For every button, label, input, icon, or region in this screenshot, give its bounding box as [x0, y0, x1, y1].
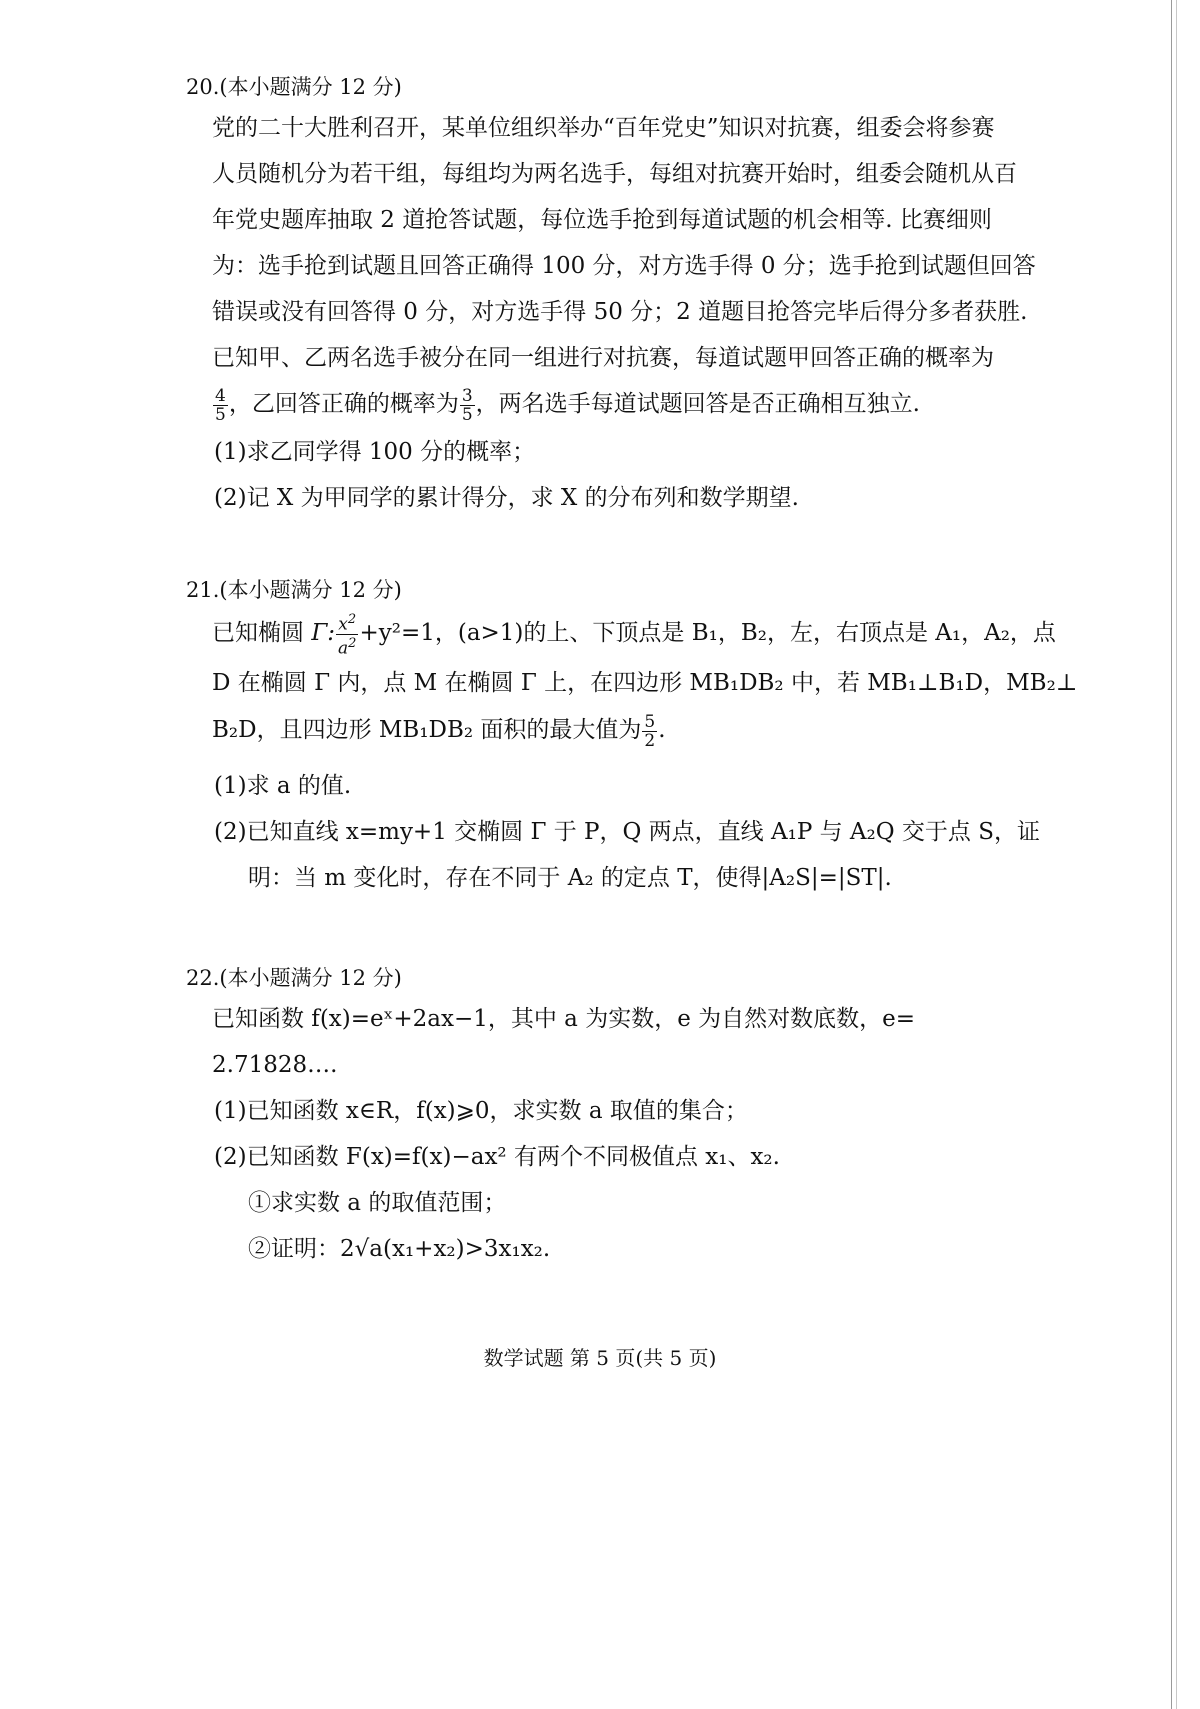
question-22-header: 22.(本小题满分 12 分)	[186, 966, 402, 990]
question-21	[186, 575, 1080, 891]
q22-subquestion-2b: ②证明：2√a(x₁+x₂)>3x₁x₂.	[248, 1236, 551, 1262]
q20-line: 错误或没有回答得 0 分，对方选手得 50 分；2 道题目抢答完毕后得分多者获胜.	[212, 299, 1028, 325]
q22-subquestion-2a: ①求实数 a 的取值范围；	[248, 1190, 507, 1216]
q21-line: D 在椭圆 Γ 内，点 M 在椭圆 Γ 上，在四边形 MB₁DB₂ 中，若 MB₁⊥B₁D，MB₂⊥	[212, 670, 1078, 696]
q20-subquestion-1: (1)求乙同学得 100 分的概率；	[214, 439, 536, 465]
q22-line: 已知函数 f(x)=eˣ+2ax−1，其中 a 为实数，e 为自然对数底数，e=	[212, 1006, 916, 1032]
question-20-header: 20.(本小题满分 12 分)	[186, 75, 402, 99]
q21-subquestion-2-cont: 明：当 m 变化时，存在不同于 A₂ 的定点 T，使得|A₂S|=|ST|.	[248, 865, 892, 891]
q22-subquestion-1: (1)已知函数 x∈R，f(x)⩾0，求实数 a 取值的集合；	[214, 1098, 748, 1124]
q20-line-fractions: $\frac{4}{5}$ ，乙回答正确的概率为 $\frac{3}{5}$ ，两名选手每道试题回答是否正确相互独立.	[215, 385, 920, 425]
question-21-header: 21.(本小题满分 12 分)	[186, 578, 402, 602]
scan-edge-line	[1171, 0, 1172, 1709]
question-20	[186, 72, 1080, 511]
fraction-x2-a2: $\frac{x^2}{a^2}$	[338, 612, 357, 659]
scan-edge-line-2	[1176, 0, 1177, 1709]
fraction: $\frac{5}{2}$	[644, 711, 656, 751]
q20-line: 为：选手抢到试题且回答正确得 100 分，对方选手得 0 分；选手抢到试题但回答	[212, 253, 1036, 279]
question-22	[186, 963, 1080, 1262]
q22-line: 2.71828….	[212, 1052, 338, 1078]
q20-line: 党的二十大胜利召开，某单位组织举办“百年党史”知识对抗赛，组委会将参赛	[212, 115, 995, 141]
fraction: $\frac{3}{5}$	[461, 385, 473, 425]
q20-line: 已知甲、乙两名选手被分在同一组进行对抗赛，每道试题甲回答正确的概率为	[212, 345, 994, 371]
page-footer: 数学试题 第 5 页(共 5 页)	[483, 1346, 717, 1370]
q21-line-fraction: B₂D，且四边形 MB₁DB₂ 面积的最大值为 $\frac{5}{2}$ .	[212, 711, 666, 751]
q22-subquestion-2: (2)已知函数 F(x)=f(x)−ax² 有两个不同极值点 x₁、x₂.	[214, 1144, 780, 1170]
q21-line-ellipse: 已知椭圆 Γ: $\frac{x^2}{a^2}$ +y²=1，(a>1)的上、下顶点是 B₁，B₂，左，右顶点是 A₁，A₂，点	[212, 612, 1056, 659]
q21-subquestion-2: (2)已知直线 x=my+1 交椭圆 Γ 于 P，Q 两点，直线 A₁P 与 A₂Q 交于点 S，证	[214, 819, 1040, 845]
q21-subquestion-1: (1)求 a 的值.	[214, 773, 352, 799]
q20-line: 年党史题库抽取 2 道抢答试题，每位选手抢到每道试题的机会相等. 比赛细则	[212, 207, 992, 233]
fraction: $\frac{4}{5}$	[215, 385, 226, 425]
q20-line: 人员随机分为若干组，每组均为两名选手，每组对抗赛开始时，组委会随机从百	[212, 161, 1017, 187]
q20-subquestion-2: (2)记 X 为甲同学的累计得分，求 X 的分布列和数学期望.	[214, 485, 799, 511]
